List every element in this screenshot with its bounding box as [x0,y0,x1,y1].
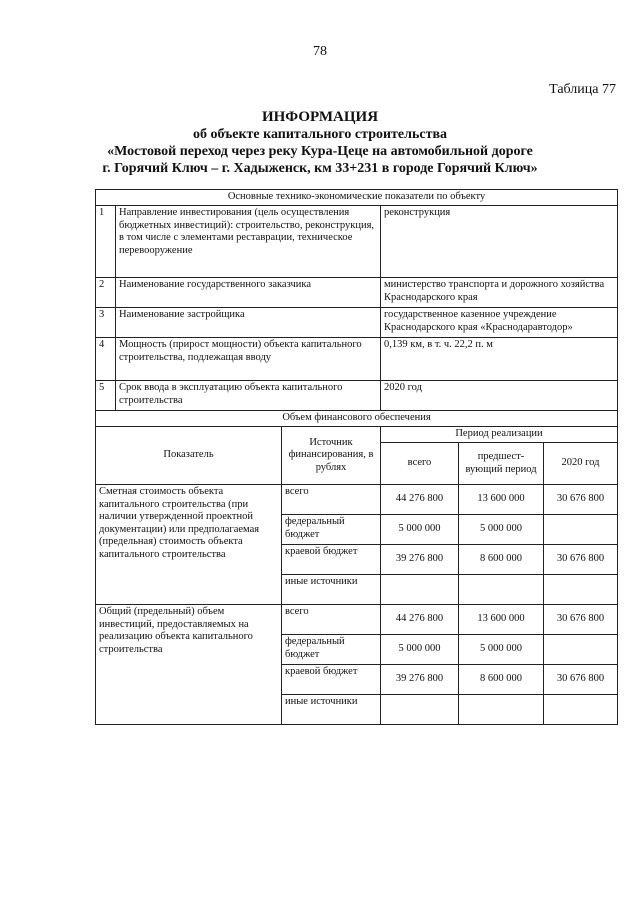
finance-year [544,575,618,605]
finance-source: всего [282,485,381,515]
page-number: 78 [313,44,327,59]
finance-previous [459,695,544,725]
indicator-value: 0,139 км, в т. ч. 22,2 п. м [381,338,618,381]
indicator-number: 5 [96,381,116,411]
header-indicator: Показатель [96,427,282,485]
indicator-number: 4 [96,338,116,381]
finance-total: 39 276 800 [381,545,459,575]
indicator-label: Мощность (прирост мощности) объекта капитального строительства, подлежащая вводу [116,338,381,381]
finance-block-label: Общий (предельный) объем инвестиций, предоставляемых на реализацию объекта капитального строительства [96,605,282,725]
finance-total: 44 276 800 [381,605,459,635]
finance-total: 5 000 000 [381,515,459,545]
header-year: 2020 год [544,443,618,485]
finance-previous: 8 600 000 [459,665,544,695]
finance-previous: 5 000 000 [459,635,544,665]
finance-total [381,695,459,725]
finance-previous: 5 000 000 [459,515,544,545]
finance-previous [459,575,544,605]
finance-source: федеральный бюджет [282,515,381,545]
header-total: всего [381,443,459,485]
finance-source: иные источники [282,575,381,605]
indicator-label: Наименование государственного заказчика [116,278,381,308]
section1-title: Основные технико-экономические показатели по объекту [96,190,618,206]
indicator-label: Направление инвестирования (цель осуществления бюджетных инвестиций): строительство, реконструкция, в том числе с элементами реставрации, техническое перевооружение [116,206,381,278]
finance-source: иные источники [282,695,381,725]
finance-previous: 8 600 000 [459,545,544,575]
table-label: Таблица 77 [549,82,616,97]
finance-year: 30 676 800 [544,545,618,575]
info-table [95,189,618,725]
finance-total [381,575,459,605]
indicator-value: государственное казенное учреждение Краснодарского края «Краснодаравтодор» [381,308,618,338]
finance-total: 44 276 800 [381,485,459,515]
indicator-row [96,338,618,381]
finance-source: федеральный бюджет [282,635,381,665]
heading-title: ИНФОРМАЦИЯ [261,109,379,125]
indicator-row [96,206,618,278]
finance-row [96,485,618,515]
indicator-value: министерство транспорта и дорожного хозяйства Краснодарского края [381,278,618,308]
indicator-row [96,381,618,411]
finance-year [544,515,618,545]
finance-total: 39 276 800 [381,665,459,695]
header-source: Источник финансирования, в рублях [282,427,381,485]
info-table-body [96,190,618,725]
finance-source: всего [282,605,381,635]
finance-row [96,605,618,635]
indicator-label: Наименование застройщика [116,308,381,338]
finance-block-label: Сметная стоимость объекта капитального строительства (при наличии утвержденной проектной документации) или предполагаемая (предельная) стоимость объекта капитального строительства [96,485,282,605]
indicator-row [96,308,618,338]
header-period: Период реализации [381,427,618,443]
finance-year: 30 676 800 [544,665,618,695]
indicator-number: 3 [96,308,116,338]
heading-object-name-1: «Мостовой переход через реку Кура-Цеце на автомобильной дороге [107,144,533,159]
heading-subtitle: об объекте капитального строительства [192,127,448,142]
section2-title: Объем финансового обеспечения [96,411,618,427]
document-heading [0,109,640,177]
finance-year: 30 676 800 [544,605,618,635]
indicator-number: 2 [96,278,116,308]
finance-year [544,695,618,725]
indicator-label: Срок ввода в эксплуатацию объекта капитального строительства [116,381,381,411]
indicator-row [96,278,618,308]
finance-year: 30 676 800 [544,485,618,515]
finance-previous: 13 600 000 [459,485,544,515]
indicator-value: реконструкция [381,206,618,278]
heading-object-name-2: г. Горячий Ключ – г. Хадыженск, км 33+231 в городе Горячий Ключ» [102,161,538,176]
finance-total: 5 000 000 [381,635,459,665]
finance-previous: 13 600 000 [459,605,544,635]
indicator-value: 2020 год [381,381,618,411]
finance-source: краевой бюджет [282,545,381,575]
indicator-number: 1 [96,206,116,278]
finance-source: краевой бюджет [282,665,381,695]
header-previous-period: предшест-вующий период [459,443,544,485]
finance-year [544,635,618,665]
